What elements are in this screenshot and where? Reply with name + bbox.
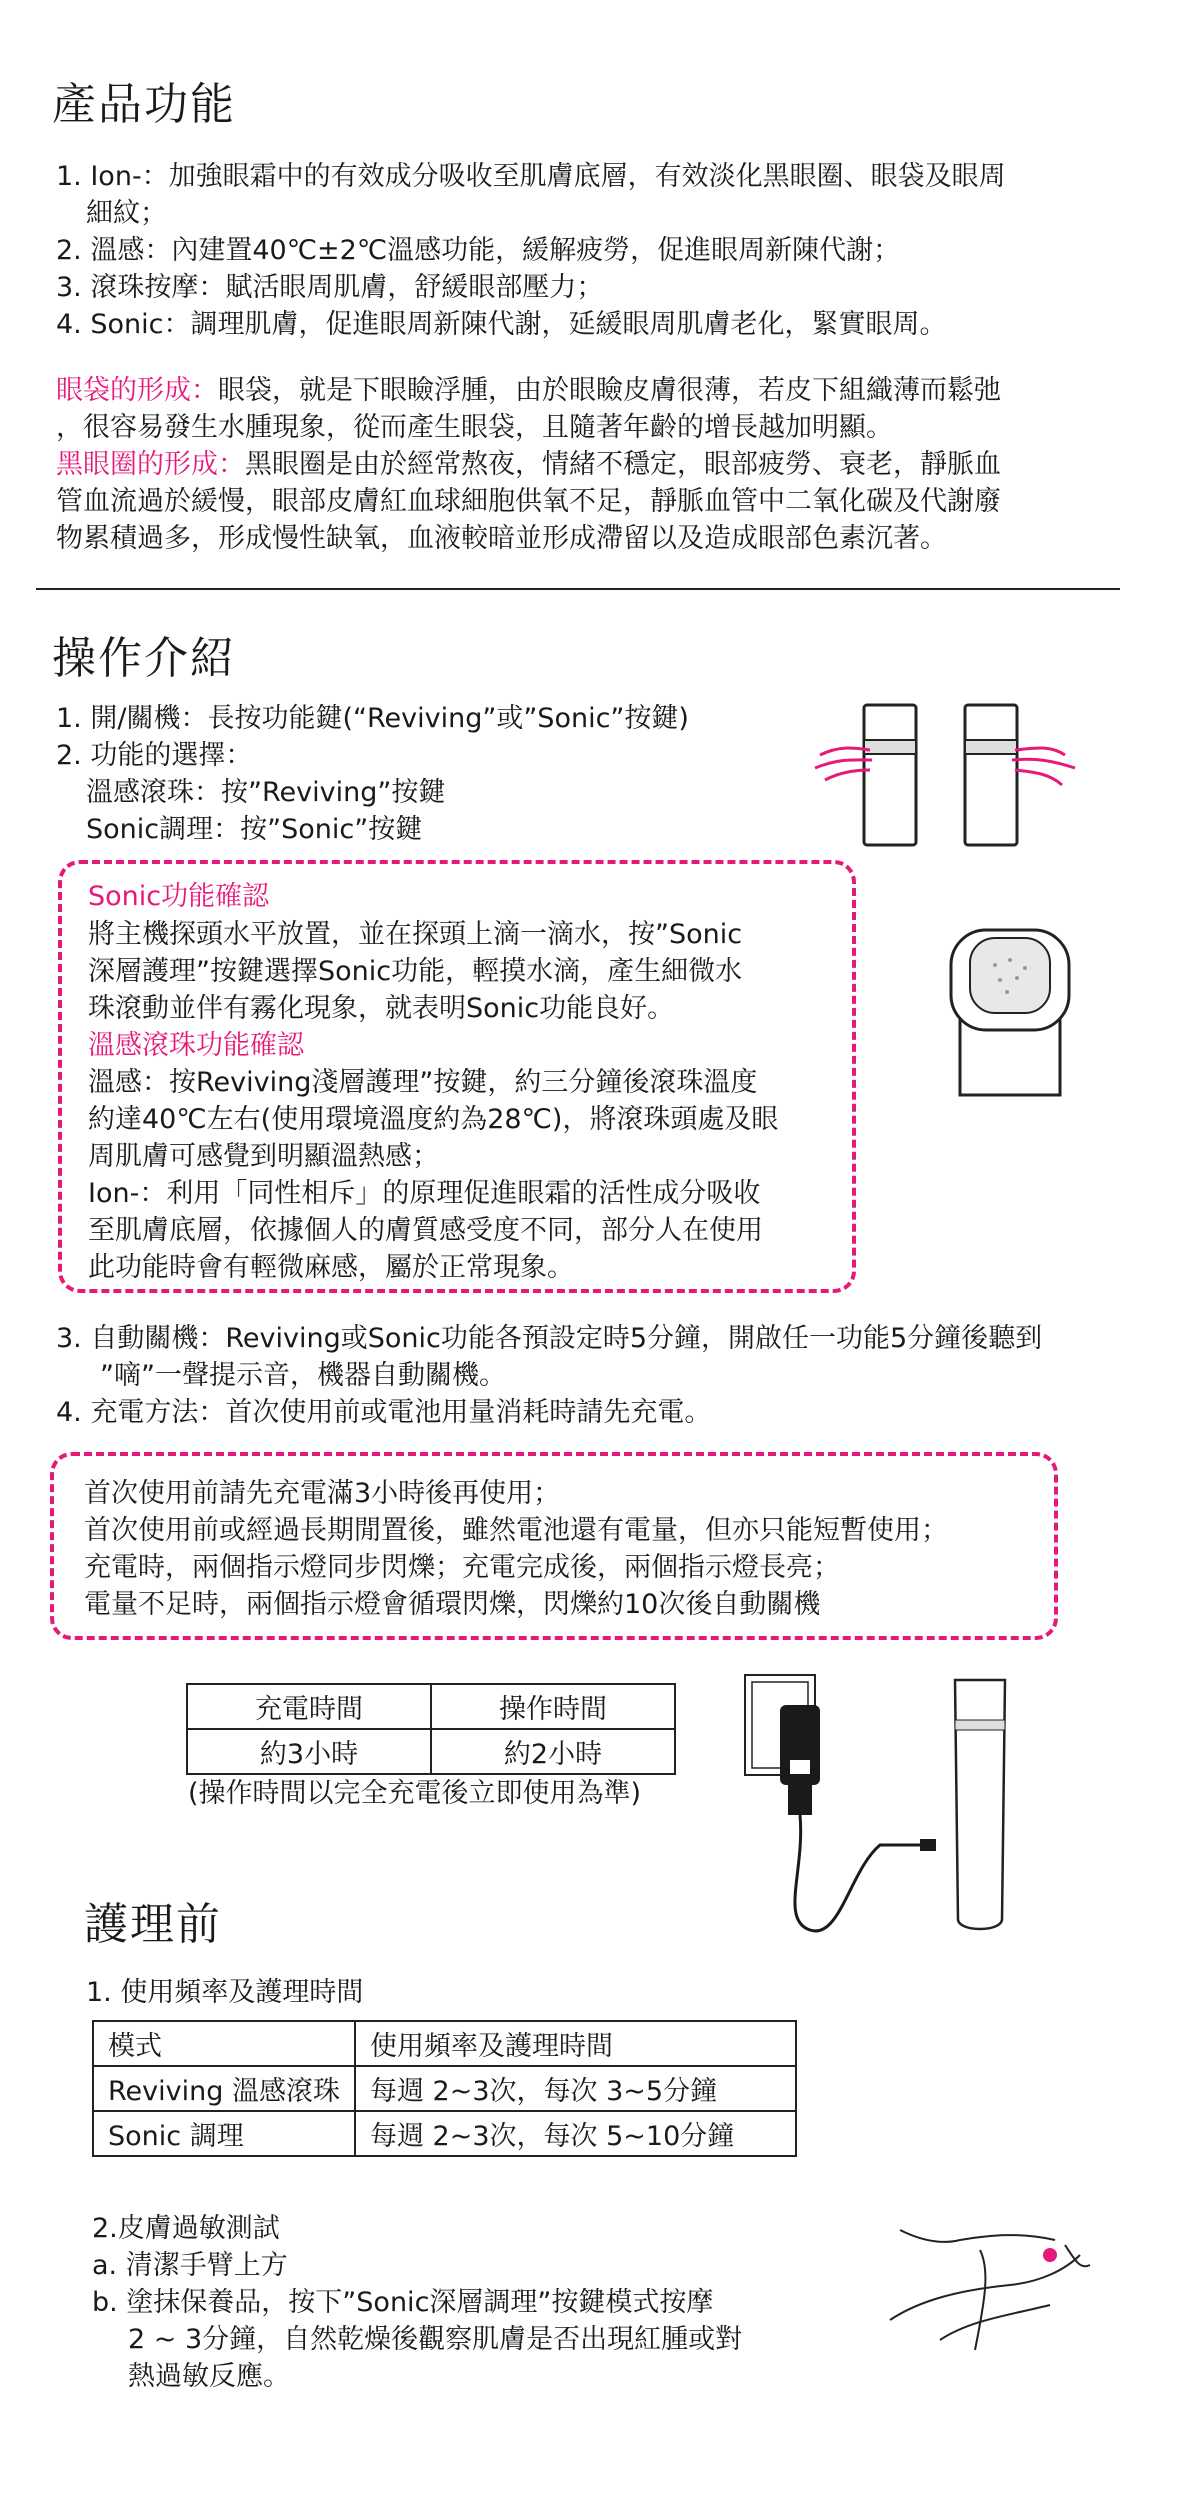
charge-table-note: (操作時間以完全充電後立即使用為準) <box>188 1778 642 1809</box>
table-row <box>93 2066 796 2111</box>
feature-item-1-cont: 細紋； <box>86 198 167 229</box>
device-head-illustration <box>945 920 1075 1100</box>
warm-check-line-3: 周肌膚可感覺到明顯溫熱感； <box>88 1141 439 1172</box>
darkcircle-paragraph-line-2: 管血流過於緩慢，眼部皮膚紅血球細胞供氧不足，靜脈血管中二氧化碳及代謝廢 <box>56 486 1001 517</box>
darkcircle-paragraph-line-3: 物累積過多，形成慢性缺氧，血液較暗並形成滯留以及造成眼部色素沉著。 <box>56 523 947 554</box>
device-hands-illustration <box>800 700 1120 850</box>
section-title-product-features: 產品功能 <box>52 79 236 130</box>
operation-item-2-sonic: Sonic調理：按”Sonic”按鍵 <box>86 814 423 845</box>
darkcircle-paragraph-line-1 <box>56 446 1001 483</box>
ion-check-line-2: 至肌膚底層，依據個人的膚質感受度不同，部分人在使用 <box>88 1215 763 1246</box>
charge-time-header: 充電時間 <box>187 1684 431 1729</box>
operation-item-2: 2. 功能的選擇： <box>56 740 253 771</box>
feature-item-3: 3. 滾珠按摩：賦活眼周肌膚，舒緩眼部壓力； <box>56 272 604 303</box>
allergy-step-b-line-1: b. 塗抹保養品，按下”Sonic深層調理”按鍵模式按摩 <box>92 2287 714 2318</box>
operation-item-3: 3. 自動關機：Reviving或Sonic功能各預設定時5分鐘，開啟任一功能5分鐘後聽到 <box>56 1323 1043 1354</box>
frequency-sonic: 每週 2~3次，每次 5~10分鐘 <box>355 2111 796 2156</box>
operation-item-2-warm: 溫感滾珠：按”Reviving”按鍵 <box>86 777 446 808</box>
warm-check-line-2: 約達40℃左右(使用環境溫度約為28℃)，將滾珠頭處及眼 <box>88 1104 779 1135</box>
operation-item-1: 1. 開/關機：長按功能鍵(“Reviving”或”Sonic”按鍵) <box>56 703 689 734</box>
feature-item-1: 1. Ion-：加強眼霜中的有效成分吸收至肌膚底層，有效淡化黑眼圈、眼袋及眼周 <box>56 161 1006 192</box>
section-title-operation: 操作介紹 <box>52 633 236 684</box>
frequency-reviving: 每週 2~3次，每次 3~5分鐘 <box>355 2066 796 2111</box>
eyebag-paragraph-line-2: ，很容易發生水腫現象，從而產生眼袋，且隨著年齡的增長越加明顯。 <box>56 412 893 443</box>
ion-check-line-3: 此功能時會有輕微麻感，屬於正常現象。 <box>88 1252 574 1283</box>
section-title-before-care: 護理前 <box>84 1899 222 1950</box>
operation-time-header: 操作時間 <box>431 1684 675 1729</box>
sonic-check-line-3: 珠滾動並伴有霧化現象，就表明Sonic功能良好。 <box>88 993 675 1024</box>
arm-test-illustration <box>880 2210 1120 2370</box>
charge-time-value: 約3小時 <box>187 1729 431 1774</box>
device-right-icon <box>965 705 1075 845</box>
charge-time-table <box>186 1683 676 1775</box>
section-divider <box>36 588 1120 590</box>
warm-check-line-1: 溫感：按Reviving淺層護理”按鍵，約三分鐘後滾珠溫度 <box>88 1067 758 1098</box>
device-left-icon <box>815 705 916 845</box>
frequency-header: 使用頻率及護理時間 <box>355 2021 796 2066</box>
allergy-step-b-line-2: 2 ~ 3分鐘，自然乾燥後觀察肌膚是否出現紅腫或對 <box>128 2324 743 2355</box>
mode-sonic: Sonic 調理 <box>93 2111 355 2156</box>
eyebag-text: 眼袋，就是下眼瞼浮腫，由於眼瞼皮膚很薄，若皮下組織薄而鬆弛 <box>218 375 1001 406</box>
warm-check-heading: 溫感滾珠功能確認 <box>88 1030 304 1061</box>
charging-note-2: 首次使用前或經過長期閒置後，雖然電池還有電量，但亦只能短暫使用； <box>84 1515 948 1546</box>
usage-frequency-table <box>92 2020 797 2157</box>
allergy-test-title: 2.皮膚過敏測試 <box>92 2213 280 2244</box>
darkcircle-label: 黑眼圈的形成： <box>56 449 245 480</box>
feature-item-2: 2. 溫感：內建置40℃±2℃溫感功能，緩解疲勞，促進眼周新陳代謝； <box>56 235 901 266</box>
operation-item-3-cont: ”嘀”一聲提示音，機器自動關機。 <box>100 1360 506 1391</box>
feature-item-4: 4. Sonic：調理肌膚，促進眼周新陳代謝，延緩眼周肌膚老化，緊實眼周。 <box>56 309 947 340</box>
allergy-step-b-line-3: 熱過敏反應。 <box>128 2361 290 2392</box>
charging-note-1: 首次使用前請先充電滿3小時後再使用； <box>84 1478 561 1509</box>
charging-note-4: 電量不足時，兩個指示燈會循環閃爍，閃爍約10次後自動關機 <box>84 1589 821 1620</box>
sonic-check-heading: Sonic功能確認 <box>88 881 270 912</box>
sonic-check-line-2: 深層護理”按鍵選擇Sonic功能，輕摸水滴，產生細微水 <box>88 956 743 987</box>
mode-header: 模式 <box>93 2021 355 2066</box>
sonic-check-line-1: 將主機探頭水平放置，並在探頭上滴一滴水，按”Sonic <box>88 919 743 950</box>
allergy-step-a: a. 清潔手臂上方 <box>92 2250 288 2281</box>
ion-check-line-1: Ion-：利用「同性相斥」的原理促進眼霜的活性成分吸收 <box>88 1178 761 1209</box>
charging-note-3: 充電時，兩個指示燈同步閃爍；充電完成後，兩個指示燈長亮； <box>84 1552 840 1583</box>
mode-reviving: Reviving 溫感滾珠 <box>93 2066 355 2111</box>
charger-illustration <box>740 1670 1040 1970</box>
darkcircle-text: 黑眼圈是由於經常熬夜，情緒不穩定，眼部疲勞、衰老，靜脈血 <box>245 449 1001 480</box>
eyebag-label: 眼袋的形成： <box>56 375 218 406</box>
usage-frequency-subtitle: 1. 使用頻率及護理時間 <box>86 1977 364 2008</box>
eyebag-paragraph-line-1 <box>56 372 1001 409</box>
table-row <box>93 2111 796 2156</box>
operation-time-value: 約2小時 <box>431 1729 675 1774</box>
operation-item-4: 4. 充電方法：首次使用前或電池用量消耗時請先充電。 <box>56 1397 712 1428</box>
